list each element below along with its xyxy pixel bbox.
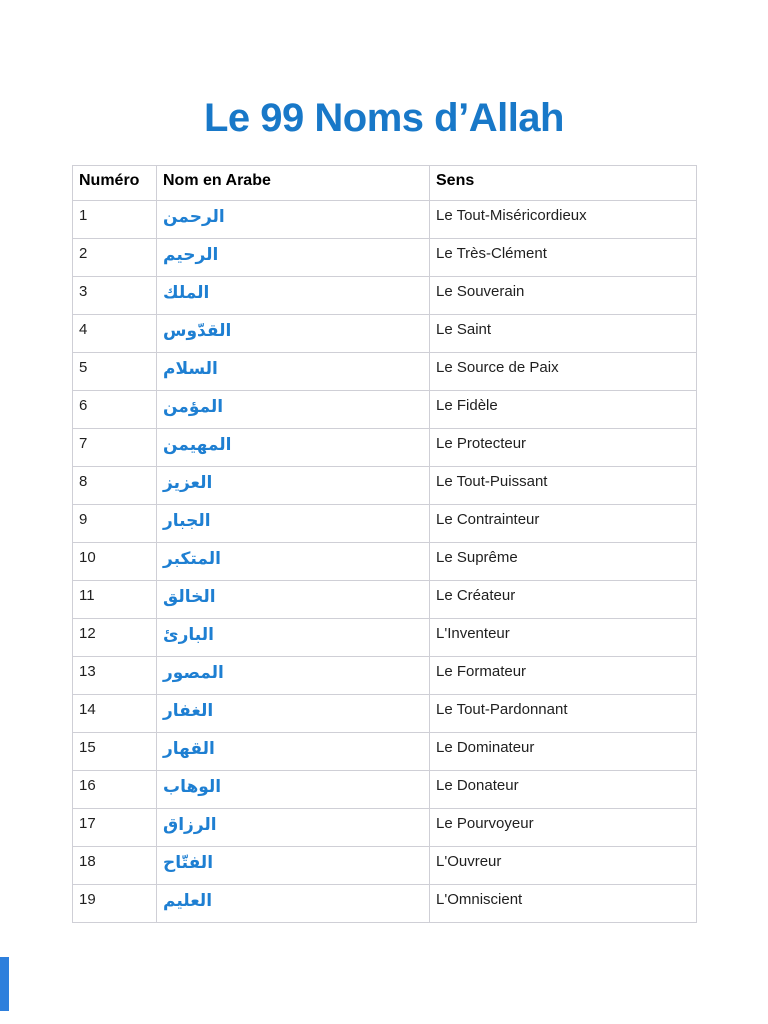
- cell-sens: L'Ouvreur: [430, 847, 697, 885]
- table-row: [73, 239, 697, 277]
- cell-sens: Le Fidèle: [430, 391, 697, 429]
- cell-sens: L'Omniscient: [430, 885, 697, 923]
- cell-arabic-name: المتكبر: [157, 543, 430, 581]
- cell-number: 2: [73, 239, 157, 277]
- cell-number: 14: [73, 695, 157, 733]
- cell-sens: Le Dominateur: [430, 733, 697, 771]
- cell-sens: Le Tout-Miséricordieux: [430, 201, 697, 239]
- table-row: [73, 201, 697, 239]
- cell-arabic-name: الجبار: [157, 505, 430, 543]
- table-row: [73, 771, 697, 809]
- header-numero: Numéro: [73, 166, 157, 201]
- table-row: [73, 467, 697, 505]
- cell-number: 15: [73, 733, 157, 771]
- cell-number: 17: [73, 809, 157, 847]
- cell-number: 12: [73, 619, 157, 657]
- cell-arabic-name: القهار: [157, 733, 430, 771]
- cell-sens: Le Source de Paix: [430, 353, 697, 391]
- table-row: [73, 581, 697, 619]
- cell-sens: Le Tout-Pardonnant: [430, 695, 697, 733]
- cell-number: 7: [73, 429, 157, 467]
- cell-number: 16: [73, 771, 157, 809]
- table-row: [73, 315, 697, 353]
- table-row: [73, 429, 697, 467]
- cell-arabic-name: الرحيم: [157, 239, 430, 277]
- cell-sens: Le Très-Clément: [430, 239, 697, 277]
- table-row: [73, 505, 697, 543]
- table-row: [73, 543, 697, 581]
- table-row: [73, 809, 697, 847]
- cell-arabic-name: المؤمن: [157, 391, 430, 429]
- cell-number: 8: [73, 467, 157, 505]
- cell-sens: Le Protecteur: [430, 429, 697, 467]
- cell-number: 13: [73, 657, 157, 695]
- cell-arabic-name: الملك: [157, 277, 430, 315]
- cell-arabic-name: القدّوس: [157, 315, 430, 353]
- cell-arabic-name: الرحمن: [157, 201, 430, 239]
- cell-number: 6: [73, 391, 157, 429]
- cell-arabic-name: العليم: [157, 885, 430, 923]
- cell-number: 11: [73, 581, 157, 619]
- cell-sens: Le Formateur: [430, 657, 697, 695]
- table-row: [73, 733, 697, 771]
- cell-sens: Le Saint: [430, 315, 697, 353]
- header-sens: Sens: [430, 166, 697, 201]
- cell-arabic-name: الوهاب: [157, 771, 430, 809]
- table-row: [73, 695, 697, 733]
- cell-sens: Le Souverain: [430, 277, 697, 315]
- cell-arabic-name: العزيز: [157, 467, 430, 505]
- cell-arabic-name: السلام: [157, 353, 430, 391]
- cell-number: 4: [73, 315, 157, 353]
- cell-number: 9: [73, 505, 157, 543]
- cell-number: 5: [73, 353, 157, 391]
- cell-number: 1: [73, 201, 157, 239]
- cell-sens: Le Pourvoyeur: [430, 809, 697, 847]
- cell-arabic-name: الخالق: [157, 581, 430, 619]
- names-table: [72, 165, 697, 923]
- table-row: [73, 657, 697, 695]
- cell-number: 19: [73, 885, 157, 923]
- cell-arabic-name: الرزاق: [157, 809, 430, 847]
- cell-sens: L'Inventeur: [430, 619, 697, 657]
- table-row: [73, 391, 697, 429]
- cell-arabic-name: المهيمن: [157, 429, 430, 467]
- next-page-accent: [0, 957, 9, 1011]
- cell-arabic-name: الفتّاح: [157, 847, 430, 885]
- table-header-row: [73, 166, 697, 201]
- table-row: [73, 847, 697, 885]
- header-nom-en-arabe: Nom en Arabe: [157, 166, 430, 201]
- cell-number: 18: [73, 847, 157, 885]
- cell-number: 10: [73, 543, 157, 581]
- table-row: [73, 885, 697, 923]
- table-row: [73, 277, 697, 315]
- cell-number: 3: [73, 277, 157, 315]
- cell-sens: Le Contrainteur: [430, 505, 697, 543]
- table-row: [73, 353, 697, 391]
- page-title: Le 99 Noms d’Allah: [204, 96, 564, 140]
- cell-sens: Le Tout-Puissant: [430, 467, 697, 505]
- table-row: [73, 619, 697, 657]
- cell-sens: Le Donateur: [430, 771, 697, 809]
- cell-arabic-name: المصور: [157, 657, 430, 695]
- cell-sens: Le Suprême: [430, 543, 697, 581]
- cell-arabic-name: الغفار: [157, 695, 430, 733]
- cell-arabic-name: البارئ: [157, 619, 430, 657]
- cell-sens: Le Créateur: [430, 581, 697, 619]
